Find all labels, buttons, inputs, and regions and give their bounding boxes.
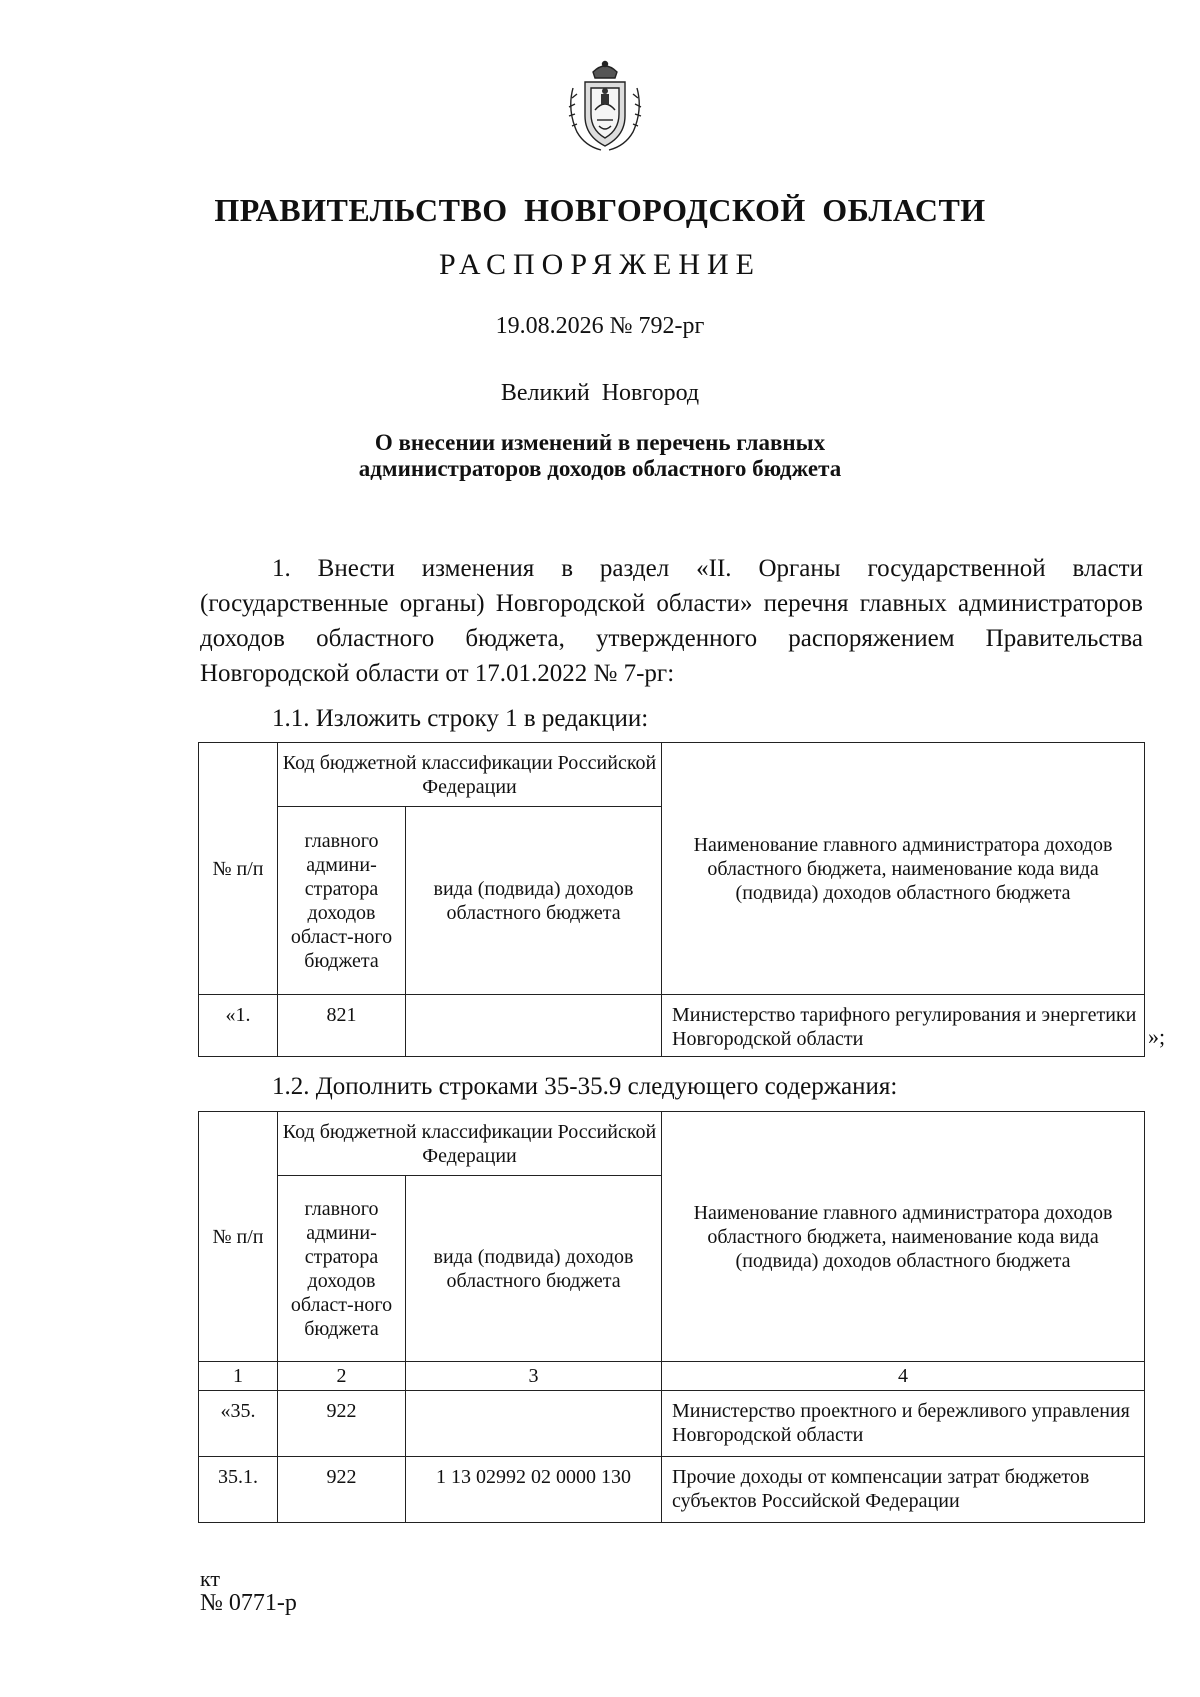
- table-row: [199, 995, 1145, 1057]
- table-row-1-replacement: [198, 742, 1145, 1057]
- col-number: 2: [278, 1362, 406, 1391]
- row-name: Прочие доходы от компенсации затрат бюджетов субъектов Российской Федерации: [662, 1457, 1145, 1523]
- organization-title: ПРАВИТЕЛЬСТВО НОВГОРОДСКОЙ ОБЛАСТИ: [214, 192, 986, 228]
- coat-of-arms-icon: [563, 58, 647, 154]
- document-type: РАСПОРЯЖЕНИЕ: [438, 248, 762, 281]
- row-code: [406, 995, 662, 1057]
- row-num: «35.: [199, 1391, 278, 1457]
- subject-line-1: О внесении изменений в перечень главных: [374, 430, 826, 455]
- row-admin: 821: [278, 995, 406, 1057]
- header-income-code: вида (подвида) доходов областного бюджета: [406, 1176, 662, 1362]
- row-num: «1.: [199, 995, 278, 1057]
- row-code: [406, 1391, 662, 1457]
- header-name: Наименование главного администратора доходов областного бюджета, наименование кода вида (подвида) доходов областного бюджета: [662, 743, 1145, 995]
- header-income-code: вида (подвида) доходов областного бюджета: [406, 807, 662, 995]
- header-name: Наименование главного администратора доходов областного бюджета, наименование кода вида (подвида) доходов областного бюджета: [662, 1112, 1145, 1362]
- row-admin: 922: [278, 1391, 406, 1457]
- subject-line-2: администраторов доходов областного бюджета: [358, 456, 842, 481]
- header-num: № п/п: [199, 1112, 278, 1362]
- table-row: [199, 1457, 1145, 1523]
- header-kbk-group: Код бюджетной классификации Российской Федерации: [278, 743, 662, 807]
- header-num: № п/п: [199, 743, 278, 995]
- subparagraph-1-1: 1.1. Изложить строку 1 в редакции:: [272, 705, 649, 732]
- row-name: Министерство проектного и бережливого управления Новгородской области: [662, 1391, 1145, 1457]
- subparagraph-1-2: 1.2. Дополнить строками 35-35.9 следующего содержания:: [272, 1073, 898, 1100]
- row-name: Министерство тарифного регулирования и энергетики Новгородской области: [662, 995, 1145, 1057]
- table-row: [199, 1391, 1145, 1457]
- col-number: 4: [662, 1362, 1145, 1391]
- paragraph-1: 1. Внести изменения в раздел «II. Органы государственной власти (государственные органы) Новгородской области» перечня главных администраторов доходов областного бюджета, утвержденного распоряжением Правительства Новгородской области от 17.01.2022 № 7-рг:: [200, 555, 1143, 687]
- col-number: 1: [199, 1362, 278, 1391]
- table-new-rows: [198, 1111, 1145, 1523]
- footer-number: № 0771-р: [200, 1590, 297, 1616]
- col-number: 3: [406, 1362, 662, 1391]
- document-date-number: 19.08.2026 № 792-рг: [495, 313, 705, 339]
- header-admin-code: главного админи-стратора доходов област-ного бюджета: [278, 807, 406, 995]
- row-num: 35.1.: [199, 1457, 278, 1523]
- document-city: Великий Новгород: [500, 380, 700, 406]
- document-subject: [0, 430, 1200, 482]
- column-numbers-row: [199, 1362, 1145, 1391]
- header-kbk-group: Код бюджетной классификации Российской Федерации: [278, 1112, 662, 1176]
- row-admin: 922: [278, 1457, 406, 1523]
- header-admin-code: главного админи-стратора доходов област-ного бюджета: [278, 1176, 406, 1362]
- row-code: 1 13 02992 02 0000 130: [406, 1457, 662, 1523]
- closing-quote: »;: [1148, 1024, 1166, 1049]
- footer-initials: кт: [200, 1566, 221, 1591]
- footer: [200, 1567, 297, 1615]
